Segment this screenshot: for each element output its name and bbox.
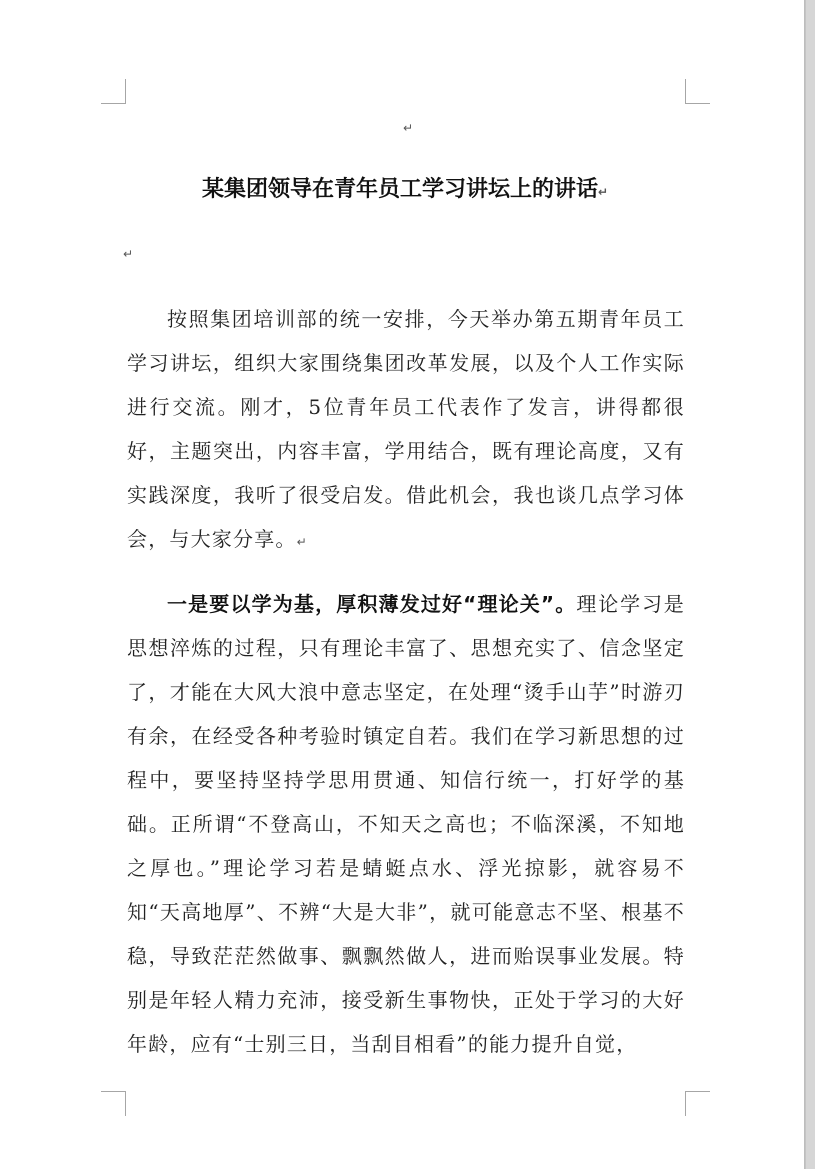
document-title[interactable] <box>125 173 685 209</box>
body-paragraph[interactable] <box>127 582 685 1066</box>
paragraph-mark: ↵ <box>403 121 414 135</box>
paragraph-mark: ↵ <box>597 185 609 199</box>
crop-mark-bottom-right <box>685 1091 710 1116</box>
title-text: 某集团领导在青年员工学习讲坛上的讲话 <box>201 177 598 202</box>
crop-mark-top-right <box>685 79 710 104</box>
paragraph-text: 理论学习是思想淬炼的过程，只有理论丰富了、思想充实了、信念坚定了，才能在大风大浪中意志坚定，在处理“烫手山芋”时游刃有余，在经受各种考验时镇定自若。我们在学习新思想的过程中，要坚持坚持学思用贯通、知信行统一，打好学的基础。正所谓“不登高山，不知天之高也；不临深溪，不知地之厚也。”理论学习若是蜻蜓点水、浮光掠影，就容易不知“天高地厚”、不辨“大是大非”，就可能意志不坚、根基不稳，导致茫茫然做事、飘飘然做人，进而贻误事业发展。特别是年轻人精力充沛，接受新生事物快，正处于学习的大好年龄，应有“士别三日，当刮目相看”的能力提升自觉， <box>127 592 685 1056</box>
crop-mark-bottom-left <box>101 1091 126 1116</box>
paragraph-lead-heading: 一是要以学为基，厚积薄发过好“理论关”。 <box>167 592 577 616</box>
paragraph-text: 按照集团培训部的统一安排，今天举办第五期青年员工学习讲坛，组织大家围绕集团改革发展，以及个人工作实际进行交流。刚才，5位青年员工代表作了发言，讲得都很好，主题突出，内容丰富，学用结合，既有理论高度，又有实践深度，我听了很受启发。借此机会，我也谈几点学习体会，与大家分享。 <box>127 307 685 551</box>
crop-mark-top-left <box>101 79 126 104</box>
paragraph-mark: ↵ <box>123 247 134 261</box>
scrollbar-edge[interactable] <box>805 0 815 1169</box>
paragraph-mark: ↵ <box>296 535 308 549</box>
body-paragraph[interactable] <box>127 297 685 564</box>
